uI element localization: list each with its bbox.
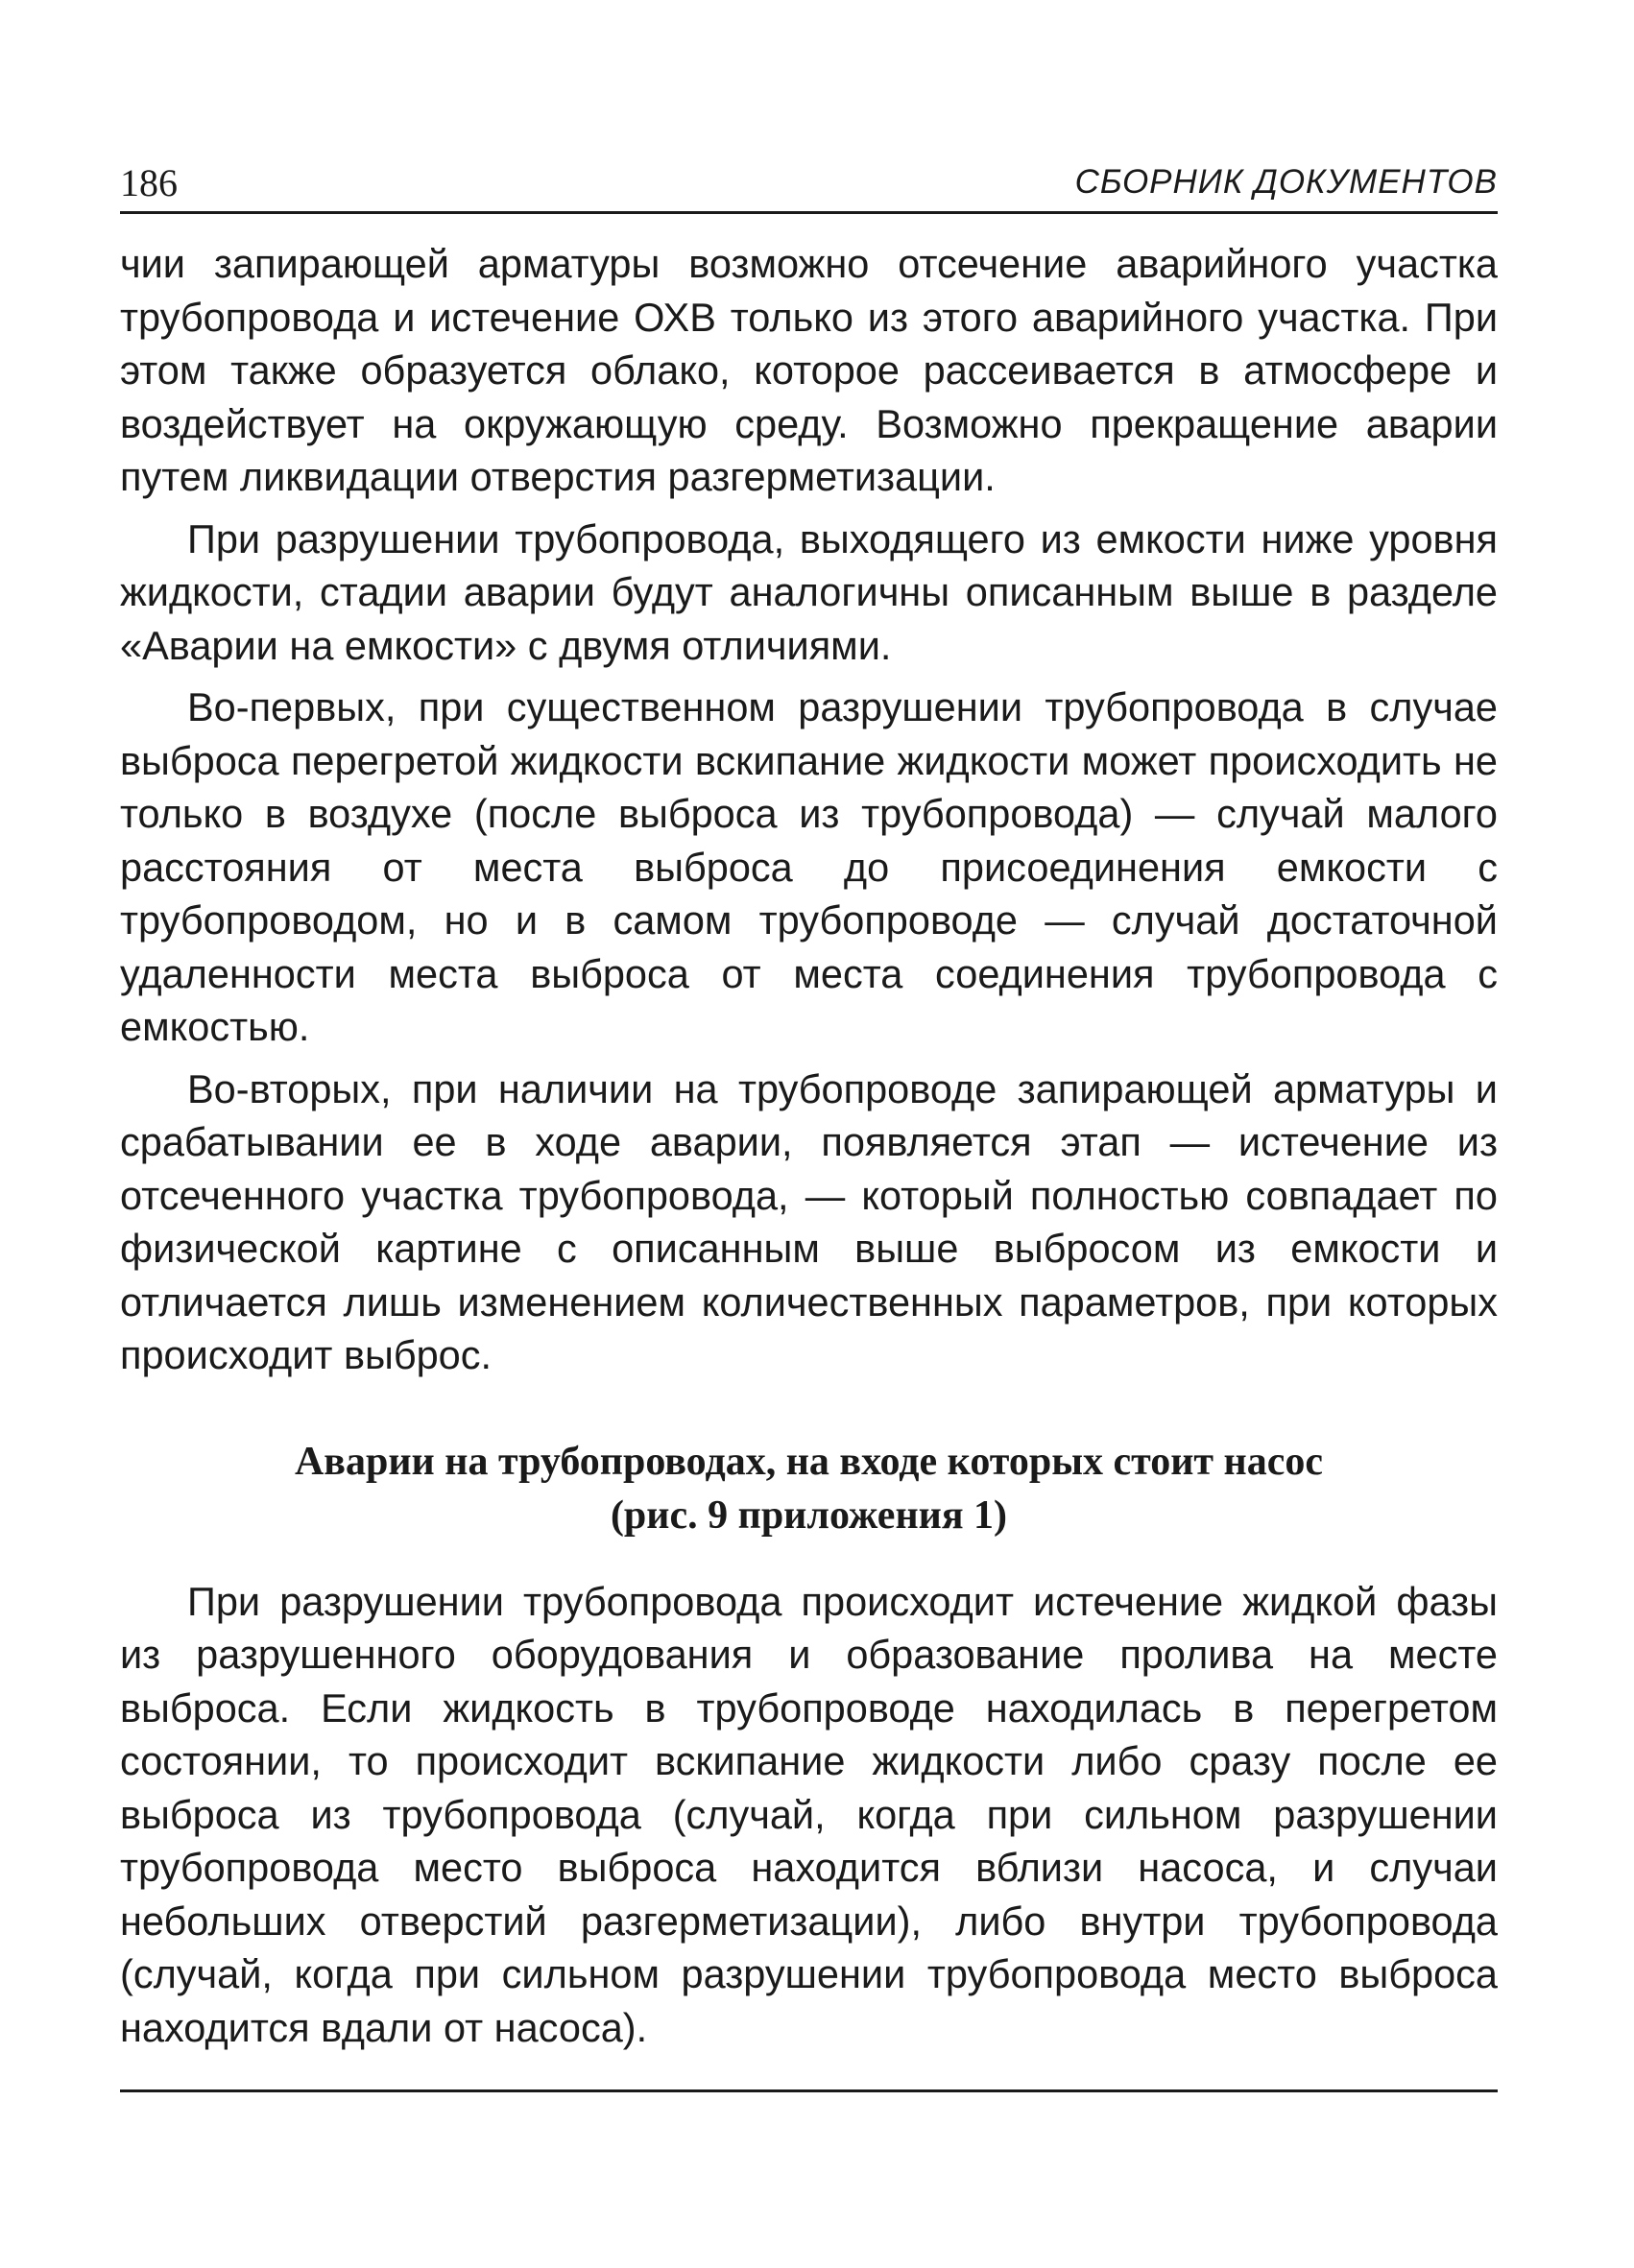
section-heading-line-2: (рис. 9 приложения 1) xyxy=(610,1492,1008,1538)
paragraph: Во-первых, при существенном разрушении трубопровода в случае выброса перегретой жидкости вскипание жидкости может происходить не только в воздухе (после выброса из трубопровода) — случай малого расстояния от места выброса до присоединения емкости с трубопроводом, но и в самом трубопроводе — случай достаточной удаленности места выброса от места соединения трубопровода с емкостью. xyxy=(120,684,1498,1049)
document-page xyxy=(120,144,1498,2063)
running-header xyxy=(120,144,1498,214)
paragraph: При разрушении трубопровода, выходящего из емкости ниже уровня жидкости, стадии аварии будут аналогичны описанным выше в разделе «Аварии на емкости» с двумя отличиями. xyxy=(120,515,1498,668)
section-heading-line-1: Аварии на трубопроводах, на входе которых стоит насос xyxy=(294,1439,1324,1484)
collection-title: СБОРНИК ДОКУМЕНТОВ xyxy=(1074,163,1498,201)
paragraph-continuation: чии запирающей арматуры возможно отсечение аварийного участка трубопровода и истечение ОХВ только из этого аварийного участка. При этом также образуется облако, которое рассеивается в атмосфере и воздействует на окружающую среду. Возможно прекращение аварии путем ликвидации отверстия разгерметизации. xyxy=(120,241,1498,499)
paragraph: Во-вторых, при наличии на трубопроводе запирающей арматуры и срабатывании ее в ходе аварии, появляется этап — истечение из отсеченного участка трубопровода, — который полностью совпадает по физической картине с описанным выше выбросом из емкости и отличается лишь изменением количественных параметров, при которых происходит выброс. xyxy=(120,1065,1498,1377)
section-paragraph: При разрушении трубопровода происходит истечение жидкой фазы из разрушенного оборудования и образование пролива на месте выброса. Если жидкость в трубопроводе находилась в перегретом состоянии, то происходит вскипание жидкости либо сразу после ее выброса из трубопровода (случай, когда при сильном разрушении трубопровода место выброса находится вблизи насоса, и случаи небольших отверстий разгерметизации), либо внутри трубопровода (случай, когда при сильном разрушении трубопровода место выброса находится вдали от насоса). xyxy=(120,1578,1498,2050)
body-text xyxy=(120,237,1498,2054)
footer-rule xyxy=(120,2089,1498,2092)
page-number: 186 xyxy=(120,161,178,204)
section-heading xyxy=(120,1435,1498,1542)
